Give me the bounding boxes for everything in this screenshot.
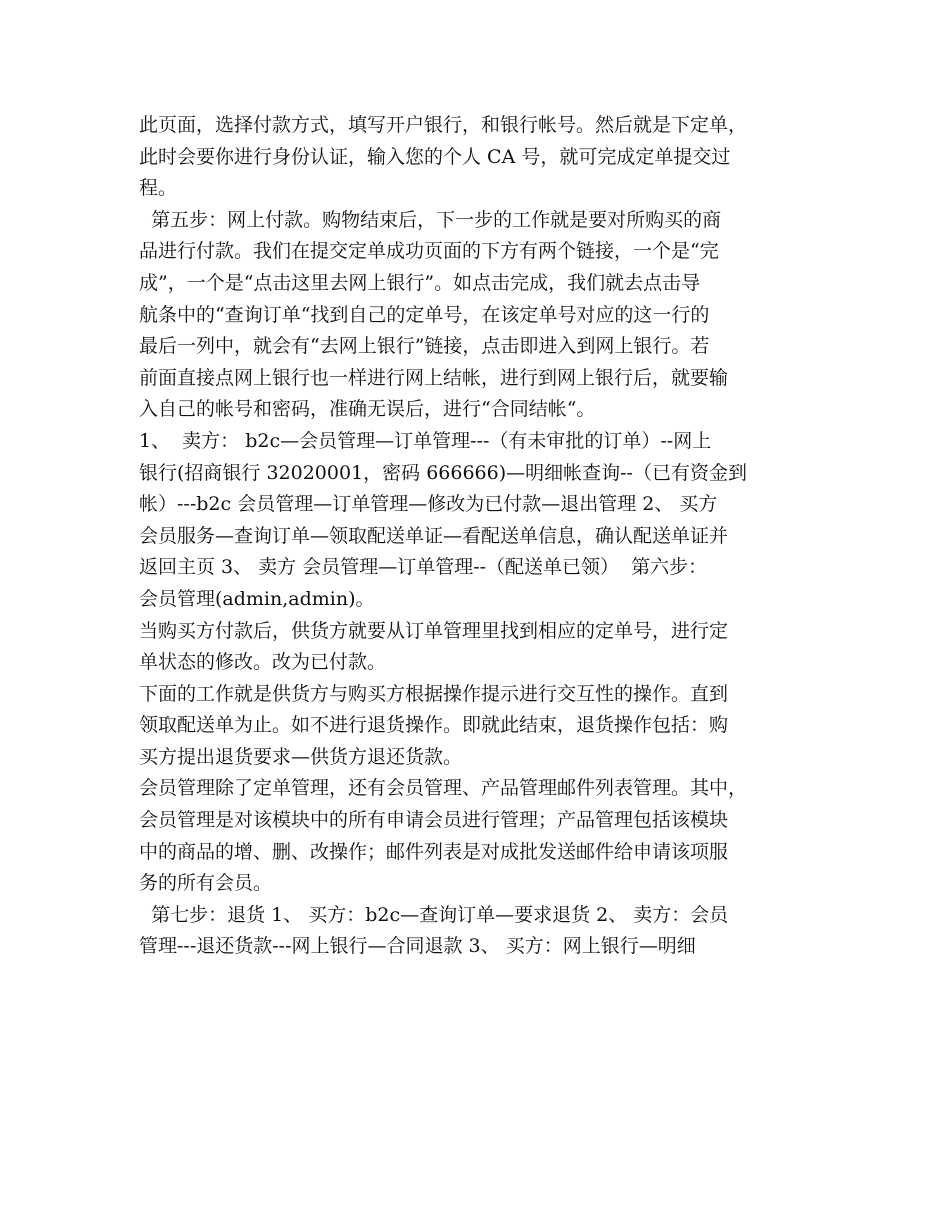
text-line: 成”，一个是“点击这里去网上银行”。如点击完成，我们就去点击导 [139, 271, 701, 294]
text-line: 第七步：退货 1、 买方：b2c—查询订单—要求退货 2、 卖方：会员 [139, 903, 729, 926]
text-line: 管理---退还货款---网上银行—合同退款 3、 买方：网上银行—明细 [139, 935, 696, 958]
text-line: 下面的工作就是供货方与购买方根据操作提示进行交互性的操作。直到 [139, 682, 729, 705]
text-line: 程。 [139, 177, 178, 200]
text-line: 会员管理(admin,admin)。 [139, 587, 375, 610]
text-line: 此页面，选择付款方式，填写开户银行，和银行帐号。然后就是下定单， [139, 114, 748, 136]
text-line: 品进行付款。我们在提交定单成功页面的下方有两个链接，一个是“完 [139, 240, 719, 263]
document-body [139, 110, 829, 963]
text-line: 帐）---b2c 会员管理—订单管理—修改为已付款—退出管理 2、 买方 [139, 493, 718, 516]
text-line: 第五步：网上付款。购物结束后，下一步的工作就是要对所购买的商 [139, 208, 722, 231]
text-line: 银行(招商银行 32020001，密码 666666)—明细帐查询--（已有资金到 [139, 461, 747, 484]
text-line: 会员管理是对该模块中的所有申请会员进行管理；产品管理包括该模块 [139, 809, 729, 832]
text-line: 会员服务—查询订单—领取配送单证—看配送单信息，确认配送单证并 [139, 524, 729, 547]
text-line: 最后一列中，就会有“去网上银行”链接，点击即进入到网上银行。若 [139, 335, 710, 358]
text-line: 会员管理除了定单管理，还有会员管理、产品管理邮件列表管理。其中， [139, 777, 748, 800]
text-line: 入自己的帐号和密码，准确无误后，进行“合同结帐“。 [139, 398, 596, 421]
text-line: 1、 卖方： b2c—会员管理—订单管理---（有未审批的订单）--网上 [139, 429, 712, 452]
text-line: 务的所有会员。 [139, 872, 273, 895]
text-line: 航条中的“查询订单“找到自己的定单号，在该定单号对应的这一行的 [139, 303, 710, 326]
text-line: 返回主页 3、 卖方 会员管理—订单管理--（配送单已领） 第六步： [139, 556, 708, 579]
text-line: 领取配送单为止。如不进行退货操作。即就此结束，退货操作包括：购 [139, 714, 729, 737]
text-line: 买方提出退货要求—供货方退还货款。 [139, 745, 463, 768]
text-line: 前面直接点网上银行也一样进行网上结帐，进行到网上银行后，就要输 [139, 366, 729, 389]
text-line: 此时会要你进行身份认证，输入您的个人 CA 号，就可完成定单提交过 [139, 145, 731, 168]
text-line: 单状态的修改。改为已付款。 [139, 651, 387, 674]
text-line: 当购买方付款后，供货方就要从订单管理里找到相应的定单号，进行定 [139, 619, 729, 642]
text-line: 中的商品的增、删、改操作；邮件列表是对成批发送邮件给申请该项服 [139, 840, 729, 863]
